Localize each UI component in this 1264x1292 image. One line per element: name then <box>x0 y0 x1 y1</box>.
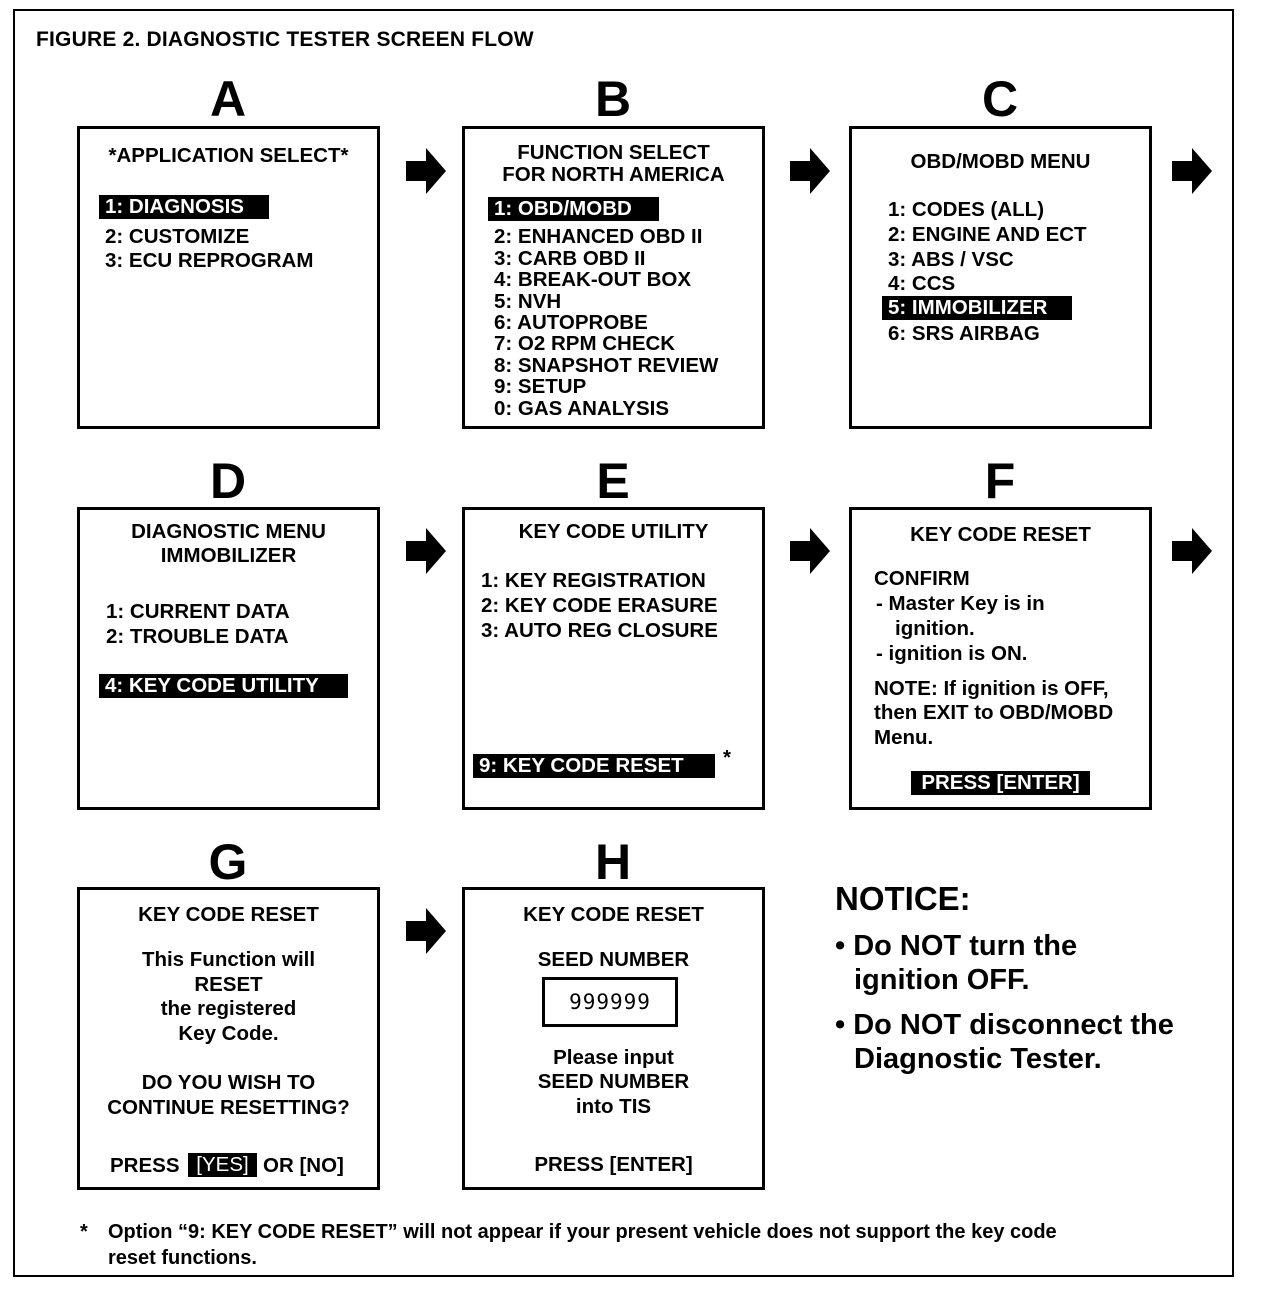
footnote-asterisk: * <box>723 746 731 769</box>
menu-item: 2: KEY CODE ERASURE <box>481 594 718 617</box>
screen-title-line2: FOR NORTH AMERICA <box>502 163 725 186</box>
screen-letter-g: G <box>208 834 248 890</box>
screen-title: KEY CODE RESET <box>138 903 319 926</box>
menu-item-diagnosis-selected: 1: DIAGNOSIS <box>99 195 269 219</box>
press-label: PRESS <box>110 1154 180 1177</box>
note-text: NOTE: If ignition is OFF, <box>874 677 1109 700</box>
footnote-text: Option “9: KEY CODE RESET” will not appear if your present vehicle does not support the key code <box>108 1221 1057 1243</box>
screen-letter-f: F <box>984 453 1016 509</box>
notice-item-continued: ignition OFF. <box>854 964 1030 996</box>
screen-title: *APPLICATION SELECT* <box>108 144 349 167</box>
message-text: Please input <box>553 1046 674 1069</box>
confirm-item-continued: ignition. <box>895 617 975 640</box>
menu-item: 2: ENHANCED OBD II <box>494 225 703 248</box>
screen-letter-h: H <box>594 834 632 890</box>
screen-g-key-code-reset-question <box>77 887 380 1190</box>
notice-item: • Do NOT disconnect the <box>835 1009 1174 1041</box>
menu-item: 4: BREAK-OUT BOX <box>494 268 692 291</box>
screen-title: KEY CODE RESET <box>910 523 1091 546</box>
menu-item: 3: AUTO REG CLOSURE <box>481 619 718 642</box>
menu-item: 4: CCS <box>888 272 956 295</box>
menu-item: 1: CODES (ALL) <box>888 198 1045 221</box>
screen-c-obd-mobd-menu <box>849 126 1152 429</box>
arrow-right-icon <box>406 528 446 574</box>
screen-title: OBD/MOBD MENU <box>910 150 1091 173</box>
arrow-right-icon <box>1172 148 1212 194</box>
message-text: RESET <box>194 973 263 996</box>
message-text: SEED NUMBER <box>537 1070 690 1093</box>
seed-number-label: SEED NUMBER <box>537 948 690 971</box>
message-text: Key Code. <box>178 1022 279 1045</box>
confirm-label: CONFIRM <box>874 567 970 590</box>
screen-letter-e: E <box>596 453 630 509</box>
menu-item: 2: TROUBLE DATA <box>106 625 289 648</box>
screen-title-line1: DIAGNOSTIC MENU <box>131 520 326 543</box>
menu-item: 1: KEY REGISTRATION <box>481 569 706 592</box>
menu-item: 2: ENGINE AND ECT <box>888 223 1087 246</box>
screen-title-line1: FUNCTION SELECT <box>517 141 710 164</box>
arrow-right-icon <box>406 908 446 954</box>
screen-a-application-select <box>77 126 380 429</box>
screen-h-seed-number <box>462 887 765 1190</box>
question-text: CONTINUE RESETTING? <box>107 1096 350 1119</box>
screen-f-key-code-reset-confirm <box>849 507 1152 810</box>
menu-item-key-code-reset-selected: 9: KEY CODE RESET <box>473 754 715 778</box>
menu-item: 0: GAS ANALYSIS <box>494 397 670 420</box>
seed-number-display: 999999 <box>542 977 678 1027</box>
screen-letter-c: C <box>981 71 1019 127</box>
press-enter-prompt: PRESS [ENTER] <box>911 771 1090 795</box>
menu-item-immobilizer-selected: 5: IMMOBILIZER <box>882 296 1072 320</box>
arrow-right-icon <box>790 528 830 574</box>
notice-item: • Do NOT turn the <box>835 930 1078 962</box>
notice-title: NOTICE: <box>835 880 971 917</box>
no-option: OR [NO] <box>263 1154 344 1177</box>
menu-item: 9: SETUP <box>494 375 587 398</box>
arrow-right-icon <box>1172 528 1212 574</box>
confirm-item: - Master Key is in <box>876 592 1045 615</box>
arrow-right-icon <box>790 148 830 194</box>
menu-item: 5: NVH <box>494 290 562 313</box>
menu-item: 6: AUTOPROBE <box>494 311 648 334</box>
message-text: into TIS <box>575 1095 652 1118</box>
notice-item-continued: Diagnostic Tester. <box>854 1043 1102 1075</box>
menu-item: 7: O2 RPM CHECK <box>494 332 676 355</box>
screen-e-key-code-utility <box>462 507 765 810</box>
menu-item: 3: ECU REPROGRAM <box>105 249 314 272</box>
screen-title: KEY CODE UTILITY <box>518 520 709 543</box>
yes-option-selected: [YES] <box>188 1153 257 1177</box>
footnote-mark: * <box>80 1221 88 1243</box>
figure-title: FIGURE 2. DIAGNOSTIC TESTER SCREEN FLOW <box>36 28 534 51</box>
arrow-right-icon <box>406 148 446 194</box>
note-text: then EXIT to OBD/MOBD <box>874 701 1114 724</box>
screen-d-diagnostic-menu <box>77 507 380 810</box>
question-text: DO YOU WISH TO <box>141 1071 316 1094</box>
screen-b-function-select <box>462 126 765 429</box>
screen-letter-b: B <box>594 71 632 127</box>
screen-title-line2: IMMOBILIZER <box>160 544 297 567</box>
menu-item: 3: CARB OBD II <box>494 247 646 270</box>
message-text: This Function will <box>141 948 316 971</box>
press-enter-prompt: PRESS [ENTER] <box>534 1153 693 1176</box>
screen-title: KEY CODE RESET <box>523 903 704 926</box>
message-text: the registered <box>160 997 297 1020</box>
menu-item: 2: CUSTOMIZE <box>105 225 250 248</box>
menu-item-obd-mobd-selected: 1: OBD/MOBD <box>488 197 659 221</box>
menu-item-key-code-utility-selected: 4: KEY CODE UTILITY <box>99 674 348 698</box>
menu-item: 6: SRS AIRBAG <box>888 322 1040 345</box>
footnote-text: reset functions. <box>108 1247 257 1269</box>
screen-letter-a: A <box>209 71 247 127</box>
menu-item: 3: ABS / VSC <box>888 248 1014 271</box>
menu-item: 8: SNAPSHOT REVIEW <box>494 354 719 377</box>
screen-letter-d: D <box>209 453 247 509</box>
confirm-item: - ignition is ON. <box>876 642 1028 665</box>
note-text: Menu. <box>874 726 934 749</box>
menu-item: 1: CURRENT DATA <box>106 600 290 623</box>
